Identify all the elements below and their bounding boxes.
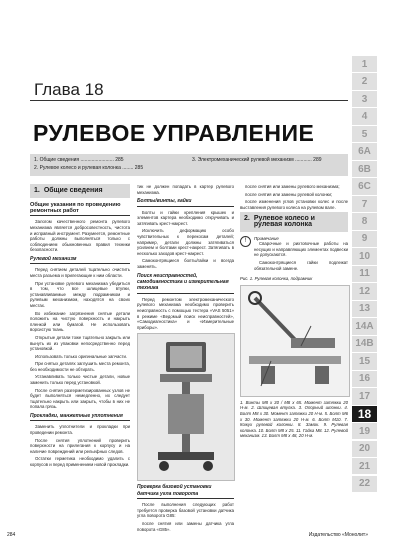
chapter-tab[interactable]: 20 [352,441,377,457]
paragraph: Остатки герметика необходимо удалить с корпусов и перед применением новой прокладки. [30,456,130,467]
column-middle [137,184,234,534]
publisher-footer: Издательство «Монолит» [308,532,368,538]
paragraph: Болты и гайки крепления крышек и элементов картера необходимо откручивать и затягивать крест-накрест. [137,209,234,226]
chapter-tab[interactable]: 8 [352,213,377,229]
chapter-tab[interactable]: 19 [352,423,377,439]
chapter-tab[interactable]: 21 [352,458,377,474]
chapter-tab[interactable]: 6A [352,143,377,159]
chapter-tab[interactable]: 6C [352,178,377,194]
tester-photo [137,333,235,481]
warning-icon: ! [240,236,251,247]
paragraph: Перед ремонтом электромеханического рулевого механизма необходимо проверить неисправность с помощью тестера «VAS 5051» в режиме «Ведомый поиск неисправностей», «Самодиагностика» и «Измерительные приборы». [137,296,234,330]
paragraph: Перед снятием деталей тщательно очистить места разъема и прилегающие к ним области. [30,267,130,278]
chapter-tab[interactable]: 6B [352,161,377,177]
page-number: 284 [7,532,16,538]
paragraph: При установке рулевого механизма убедиться в том, что все шлицевые втулки, устанавливаемые между подрамником и рулевым механизмом, находятся на своих местах. [30,280,130,308]
chapter-heading: Глава 18 [34,80,104,99]
chapter-tab[interactable]: 5 [352,126,377,142]
paragraph: Залогом качественного ремонта рулевого механизма является добросовестность, чистота и исправный инструмент. Разумеется, ремонтные работы должны выполняться только с соблюдением обыкновенных правил техники безопасности. [30,219,130,253]
section-heading-2: 2. Рулевое колесо и рулевая колонка [240,212,348,231]
paragraph: Устанавливать только чистые детали, новые заменить только перед установкой. [30,374,130,386]
chapter-tab[interactable]: 17 [352,388,377,404]
note-label: Примечание [254,235,279,241]
paragraph: после снятия или замены датчика угла поворота «G85». [137,520,234,532]
chapter-tab[interactable]: 1 [352,56,377,72]
chapter-tab-active[interactable]: 18 [352,406,377,422]
figure-title: Рис. 1. Рулевая колонка, подрамник [240,276,313,282]
page-title: РУЛЕВОЕ УПРАВЛЕНИЕ [33,120,315,146]
chapter-tab[interactable]: 14A [352,318,377,334]
steering-assembly-icon [241,286,349,396]
paragraph: Самоконтрящиеся болты/гайки и всегда заменять. [137,258,234,269]
subheading-angle-sensor: Проверка базовой установки датчика угла поворота [137,484,234,499]
chapter-tab[interactable]: 16 [352,371,377,387]
paragraph: После снятия уплотнений проверить поверхности на прилегания к корпусу и на наличие повреждений или рельефных следов. [30,437,130,454]
paragraph: Исключить деформацию особо чувствительных к перекосам деталей; например, детали должны затягиваться усилием и болтами крест-накрест. Затягивать в несколько заходов крест-накрест. [137,228,234,256]
subheading-diagnostics: Поиск неисправностей, самодиагностика и измерительная техника [137,273,234,294]
chapter-tab[interactable]: 11 [352,266,377,282]
figure-caption: 1. Винты M8 х 30 / M8 х 65. Момент затяжки 20 Н·м. 2. Шлицевая втулка. 3. Опорный шпонки. 4. Болт M8 х 30. Момент затяжки 20 Н·м. 5. Болт M6 х 30. Момент затяжки 20 Н·м. 6. Болт M10. 7. Кожух рулевой колонки. 8. Замок. 9. Рулевая колонка. 10. Болт M8 х 25. 11. Гайка M8. 12. Рулевой механизм. 13. Болт M8 х 48, 20 Н·м. [240,399,348,439]
table-of-contents [30,154,348,176]
steering-column-diagram [240,285,350,397]
toc-item-1[interactable]: 1. Общие сведения ........................ 285 [34,157,124,163]
chapter-tab[interactable]: 7 [352,196,377,212]
subheading-steering-gear: Рулевой механизм [30,256,130,264]
chapter-tab[interactable]: 13 [352,301,377,317]
chapter-rule [30,100,348,101]
chapter-tab[interactable]: 9 [352,231,377,247]
section-heading-1: 1. Общие сведения [30,184,130,198]
paragraph: тик не должен попадать в картер рулевого механизма. [137,184,234,195]
subheading-repair-guidelines: Общие указания по проведению ремонтных работ [30,202,130,217]
chapter-tab[interactable]: 3 [352,91,377,107]
paragraph: Во избежание загрязнения снятые детали положить на чистую поверхность и накрыть пленкой или бумагой. Не использовать ворсистую ткань. [30,310,130,333]
chapter-tab[interactable]: 4 [352,108,377,124]
bullet-item: после снятия или замены рулевой колонки; [245,191,333,197]
paragraph: Заменить уплотнители и прокладки при проведении ремонта. [30,424,130,436]
paragraph: Открытые детали тоже тщательно закрыть или вынуть их из упаковки непосредственно перед установкой. [30,334,130,352]
note-text: Сварочные и рихтовочные работы на несущих и направляющих элементах подвески не допускаются. [254,241,348,258]
chapter-tab[interactable]: 22 [352,476,377,492]
note-block [240,236,348,274]
toc-item-3[interactable]: 3. Электромеханический рулевой механизм ............ 289 [192,157,322,163]
chapter-tab[interactable]: 2 [352,73,377,89]
paragraph: Использовать только оригинальные запчасти. [35,353,128,359]
chapter-tab[interactable]: 15 [352,353,377,369]
paragraph: При снятых деталях заглушить места ремонта, без необходимости не обтирать. [30,361,130,372]
subheading-seals: Прокладки, манжетные уплотнения [30,413,130,421]
paragraph: После снятия разгерметизированных узлов не будет выполняться немедленно, их следует тщательно накрыть или закрыть, чтобы в них не попала грязь. [30,387,130,410]
chapter-tab[interactable]: 12 [352,283,377,299]
paragraph: После выполнения следующих работ требуется проверка базовой установки датчика угла поворота G85: [137,502,234,519]
subheading-bolts: Болты/винты, гайки [137,198,234,206]
column-right [240,184,348,441]
chapter-tab[interactable]: 14B [352,336,377,352]
bullet-item: после снятия или замены рулевого механизма; [245,184,340,189]
toc-item-2[interactable]: 2. Рулевое колесо и рулевая колонка ........ 285 [34,165,144,171]
column-left [30,184,130,470]
chapter-tab[interactable]: 10 [352,248,377,264]
chapter-tabs [352,56,377,493]
diagnostic-tester-icon [138,334,234,480]
note-text: Самоконтрящиеся гайки подлежат обязательной замене. [254,259,348,271]
bullet-item: после изменения углов установки колес и после выставления рулевого колеса на рулевом вале. [240,199,348,210]
